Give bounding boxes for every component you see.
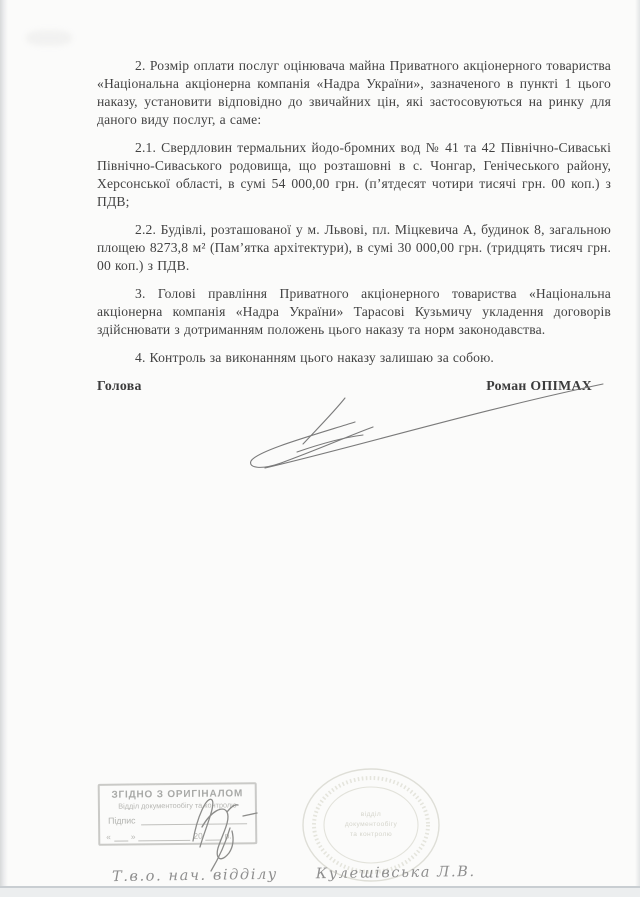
round-seal-center-line3: та контролю	[349, 831, 393, 838]
scan-bottom-edge	[0, 886, 640, 897]
paragraph-2-2: 2.2. Будівлі, розташованої у м. Львові, пл. Міцкевича А, будинок 8, загальною площею 8273,8 м² (Пам’ятка архітектури), в сумі 30 000,00 грн. (тридцять тисяч грн. 00 коп.) з ПДВ.	[97, 222, 611, 273]
stamp-title: ЗГІДНО З ОРИГІНАЛОМ	[111, 788, 244, 801]
stamp-date-day-line	[114, 834, 128, 842]
paragraph-4: 4. Контроль за виконанням цього наказу залишаю за собою.	[135, 350, 494, 365]
stamp-date-year-prefix: 20	[193, 830, 203, 841]
handwritten-note-role: Т.в.о. нач. відділу	[111, 866, 278, 886]
stamp-date-open-quote: «	[106, 831, 111, 842]
stamp-date-year-suffix: р.	[224, 830, 232, 841]
document-body	[97, 57, 611, 377]
scan-artifact	[26, 30, 72, 46]
round-seal-center-line1: відділ	[360, 811, 382, 818]
scan-left-edge	[0, 0, 8, 897]
round-seal-center-line2: документообігу	[344, 821, 398, 828]
scan-right-edge	[635, 0, 640, 897]
stamp-signature-label: Підпис	[108, 815, 136, 826]
handwritten-note-name: Кулешівська Л.В.	[315, 863, 476, 883]
stamp-handwritten-signature	[175, 783, 270, 875]
stamp-department: Відділ документообігу та контролю	[118, 800, 237, 811]
paragraph-2: 2. Розмір оплати послуг оцінювача майна Приватного акціонерного товариства «Національна акціонерна компанія «Надра України», зазначеного в пункті 1 цього наказу, установити відповідно до звичайних цін, які застосовуються на ринку для даного виду послуг, а саме:	[97, 58, 611, 127]
handwritten-signature	[235, 375, 615, 485]
stamp-date-close-quote: »	[130, 831, 136, 842]
signatory-title: Голова	[97, 378, 142, 393]
paragraph-3: 3. Голові правління Приватного акціонерного товариства «Національна акціонерна компанія «Надра України» Тарасові Кузьмичу укладення договорів здійснювати з дотриманням положень цього наказу та норм законодавства.	[97, 286, 611, 337]
paragraph-2-1: 2.1. Свердловин термальних йодо-бромних вод № 41 та 42 Північно-Сиваські Північно-Сиваського родовища, що розташовні в с. Чонгар, Генічеського району, Херсонської області, в сумі 54 000,00 грн. (п’ятдесят чотири тисячі грн. 00 коп.) з ПДВ;	[97, 140, 611, 209]
signatory-name: Роман ОПІМАХ	[486, 378, 592, 393]
